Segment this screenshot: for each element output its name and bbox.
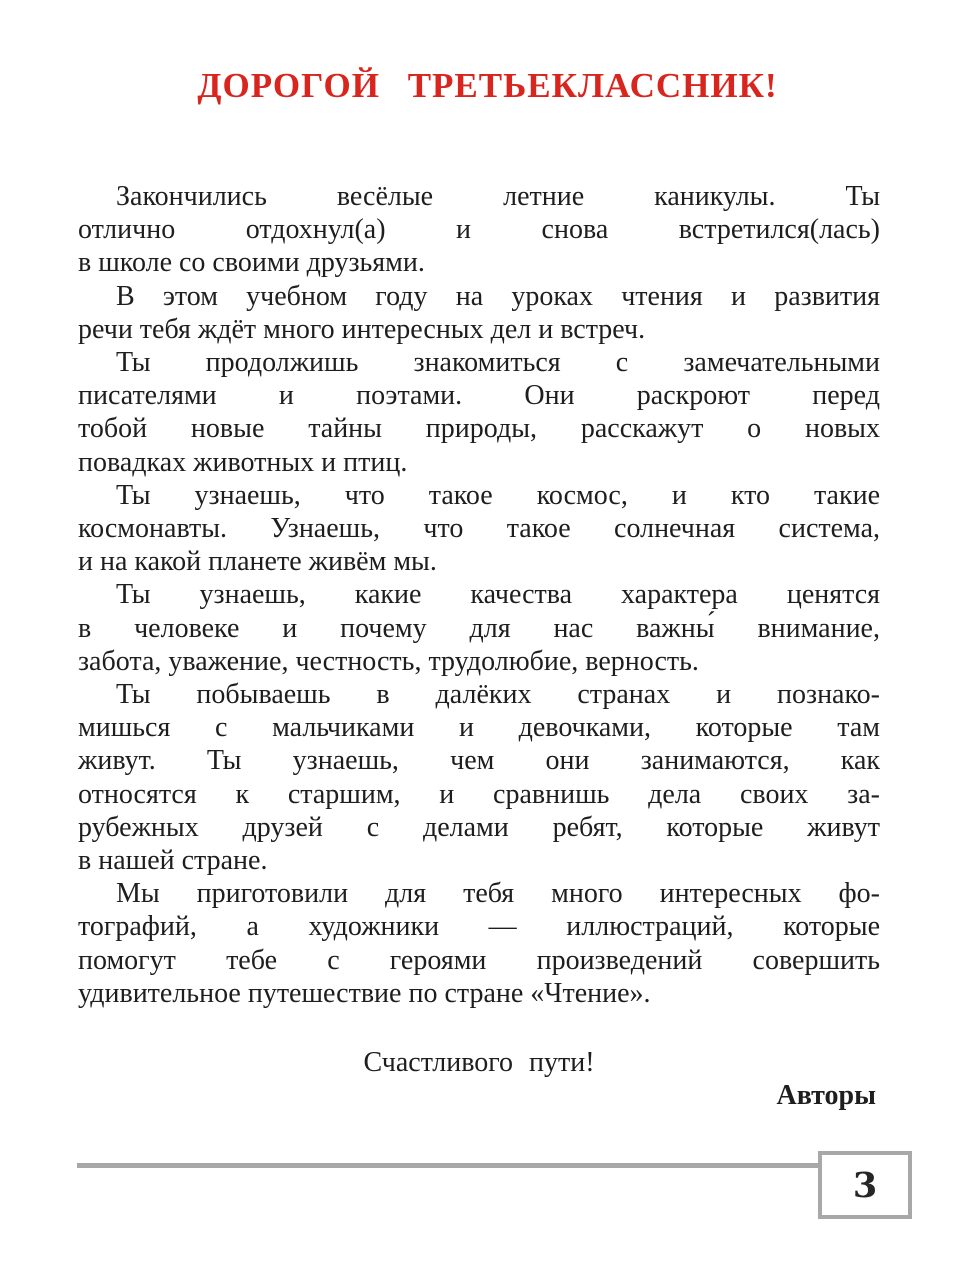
paragraph	[78, 346, 880, 479]
page-number: 3	[852, 1164, 878, 1206]
text-line: мишься с мальчиками и девочками, которые там	[78, 712, 880, 744]
text-line: забота, уважение, честность, трудолюбие, верность.	[78, 645, 699, 677]
paragraphs-container	[78, 180, 880, 1010]
body-text	[78, 180, 880, 1112]
text-line: Ты узнаешь, какие качества характера ценятся	[116, 579, 880, 611]
page-number-box	[818, 1151, 912, 1219]
text-line: тографий, а художники — иллюстраций, которые	[78, 911, 880, 943]
text-line: и на какой планете живём мы.	[78, 546, 437, 578]
text-line: помогут тебе с героями произведений совершить	[78, 944, 880, 976]
text-line: писателями и поэтами. Они раскроют перед	[78, 380, 880, 412]
text-line: речи тебя ждёт много интересных дел и встреч.	[78, 313, 646, 345]
text-line: в человеке и почему для нас важны́ внимание,	[78, 612, 880, 644]
text-line: в школе со своими друзьями.	[78, 247, 425, 279]
text-line: Ты узнаешь, что такое космос, и кто такие	[116, 479, 880, 511]
paragraph	[78, 180, 880, 280]
text-line: тобой новые тайны природы, расскажут о новых	[78, 413, 880, 445]
footer-rule	[77, 1163, 822, 1168]
closing-line: Счастливого пути!	[363, 1047, 595, 1079]
text-line: космонавты. Узнаешь, что такое солнечная система,	[78, 513, 880, 545]
paragraph	[78, 479, 880, 579]
text-line: в нашей стране.	[78, 845, 268, 877]
paragraph	[78, 578, 880, 678]
text-line: отлично отдохнул(а) и снова встретился(лась)	[78, 214, 880, 246]
text-line: живут. Ты узнаешь, чем они занимаются, как	[78, 745, 880, 777]
text-line: рубежных друзей с делами ребят, которые живут	[78, 811, 880, 843]
paragraph	[78, 280, 880, 346]
text-line: В этом учебном году на уроках чтения и развития	[116, 280, 880, 312]
signature: Авторы	[776, 1080, 876, 1112]
text-line: Закончились весёлые летние каникулы. Ты	[116, 181, 880, 212]
paragraph	[78, 877, 880, 1010]
text-line: относятся к старшим, и сравнишь дела своих за-	[78, 778, 880, 810]
text-line: Ты побываешь в далёких странах и познако-	[116, 679, 880, 711]
text-line: повадках животных и птиц.	[78, 446, 408, 478]
text-line: Мы приготовили для тебя много интересных фо-	[116, 878, 880, 910]
text-line: удивительное путешествие по стране «Чтение».	[78, 977, 651, 1009]
text-line: Ты продолжишь знакомиться с замечательными	[116, 347, 880, 379]
page-title: ДОРОГОЙ ТРЕТЬЕКЛАССНИК!	[197, 66, 778, 105]
paragraph	[78, 678, 880, 877]
